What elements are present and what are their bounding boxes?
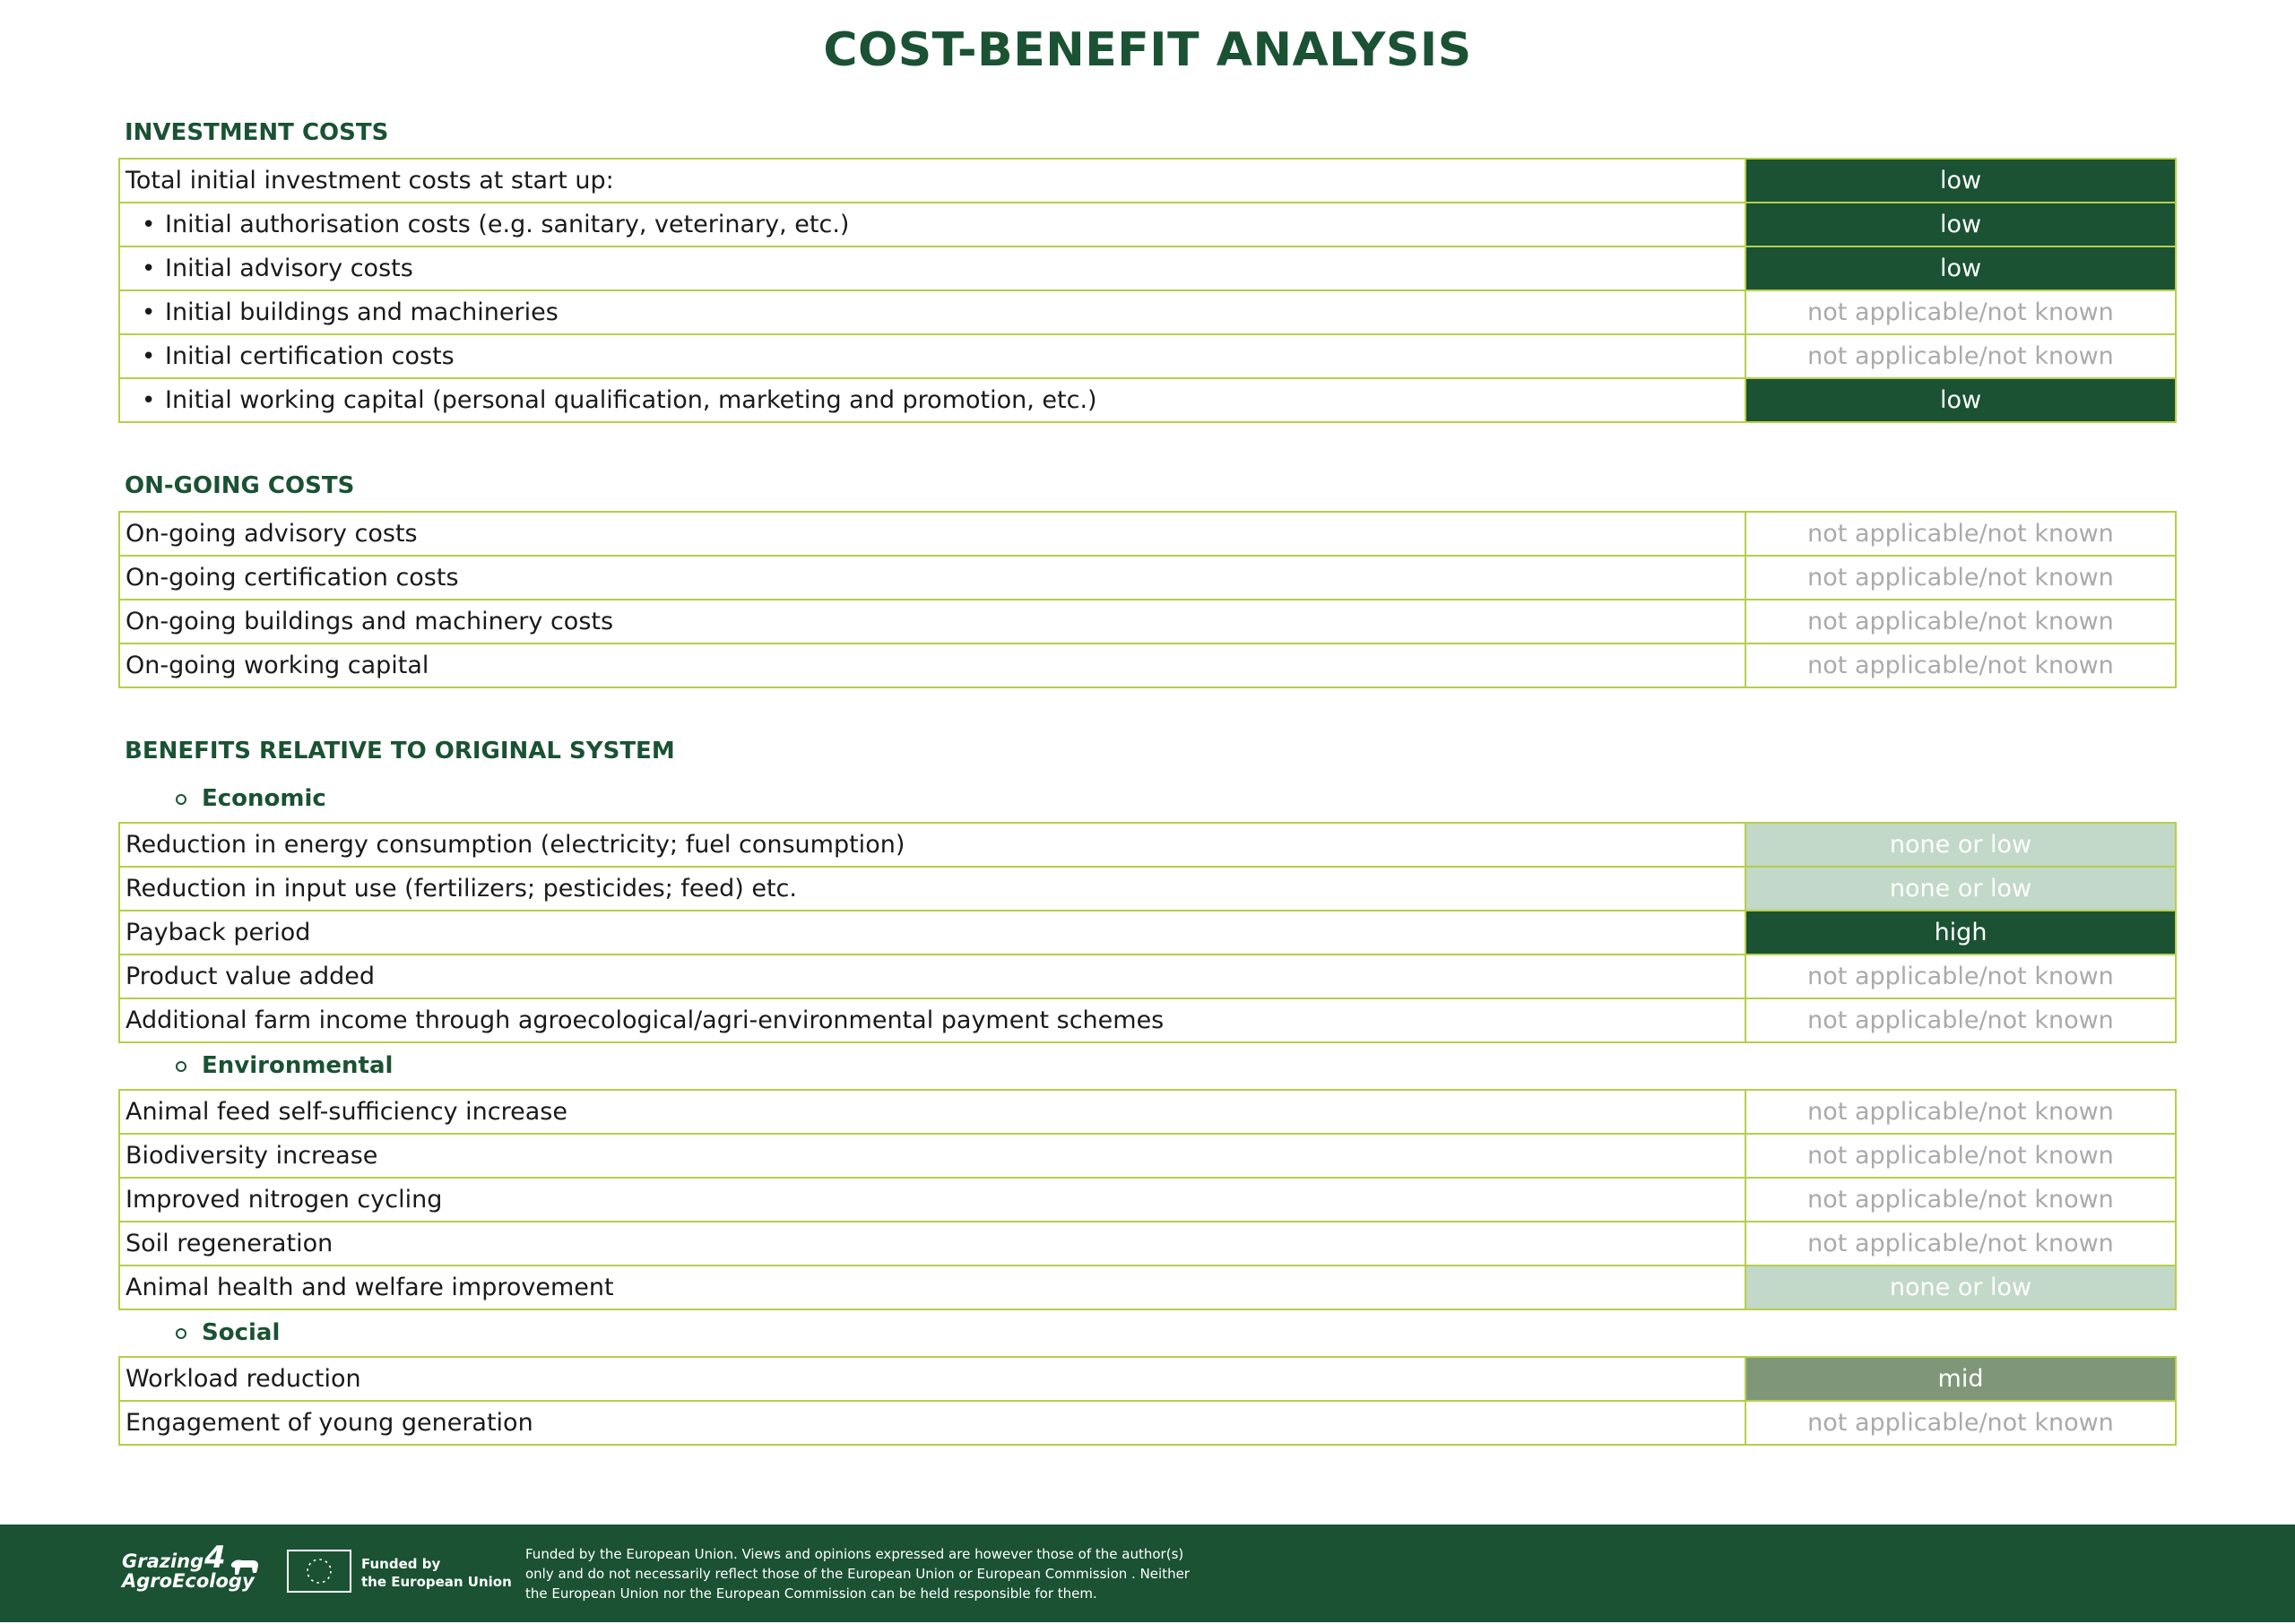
- table-row: [119, 1090, 2176, 1134]
- criterion-label: Engagement of young generation: [126, 1409, 533, 1437]
- funding-disclaimer: [525, 1544, 1260, 1603]
- criterion-label: Initial advisory costs: [165, 255, 413, 282]
- table-row: [119, 290, 2176, 334]
- cost-benefit-content: [118, 113, 2177, 1446]
- criterion-cell: [119, 290, 1745, 334]
- table-row: [119, 644, 2176, 687]
- rating-cell: not applicable/not known: [1745, 290, 2176, 334]
- eu-text-line1: Funded by: [361, 1556, 441, 1572]
- criterion-cell: [119, 1222, 1745, 1266]
- criterion-cell: [119, 334, 1745, 378]
- social-subheading: [118, 1310, 2177, 1356]
- rating-cell: not applicable/not known: [1745, 334, 2176, 378]
- criterion-label: Initial certification costs: [165, 342, 455, 370]
- criterion-cell: [119, 556, 1745, 600]
- bullet-icon: [126, 342, 165, 370]
- hollow-bullet-icon: [176, 1061, 186, 1072]
- criterion-label: Soil regeneration: [126, 1230, 333, 1257]
- ongoing-costs-heading: ON-GOING COSTS: [125, 472, 355, 499]
- criterion-cell: [119, 823, 1745, 867]
- bullet-icon: [126, 298, 165, 326]
- table-row: [119, 955, 2176, 998]
- investment-costs-heading: INVESTMENT COSTS: [125, 119, 389, 146]
- criterion-label: On-going buildings and machinery costs: [126, 608, 614, 635]
- table-row: [119, 159, 2176, 203]
- criterion-cell: [119, 1266, 1745, 1309]
- footer-bar: [0, 1525, 2295, 1622]
- logo-number: 4: [204, 1540, 226, 1576]
- criterion-label: Additional farm income through agroecological/agri-environmental payment schemes: [126, 1006, 1165, 1034]
- eu-funding-text: [361, 1555, 514, 1591]
- criterion-label: Animal health and welfare improvement: [126, 1274, 614, 1301]
- rating-cell: mid: [1745, 1357, 2176, 1401]
- criterion-label: Initial buildings and machineries: [165, 298, 559, 326]
- criterion-label: On-going certification costs: [126, 564, 459, 592]
- criterion-cell: [119, 246, 1745, 290]
- economic-subheading: [118, 776, 2177, 822]
- table-row: [119, 378, 2176, 422]
- rating-cell: not applicable/not known: [1745, 556, 2176, 600]
- table-row: [119, 600, 2176, 644]
- table-row: [119, 823, 2176, 867]
- environmental-benefits-table: [118, 1089, 2177, 1310]
- criterion-label: Reduction in energy consumption (electricity; fuel consumption): [126, 831, 905, 859]
- criterion-cell: [119, 600, 1745, 644]
- criterion-cell: [119, 644, 1745, 687]
- rating-cell: high: [1745, 911, 2176, 955]
- rating-cell: not applicable/not known: [1745, 1178, 2176, 1222]
- criterion-label: Total initial investment costs at start up:: [126, 167, 614, 194]
- ongoing-costs-table: [118, 511, 2177, 688]
- criterion-cell: [119, 378, 1745, 422]
- table-row: [119, 334, 2176, 378]
- criterion-label: Payback period: [126, 919, 311, 946]
- environmental-label: Environmental: [202, 1052, 394, 1079]
- environmental-subheading: [118, 1043, 2177, 1089]
- criterion-cell: [119, 1090, 1745, 1134]
- criterion-label: Reduction in input use (fertilizers; pesticides; feed) etc.: [126, 875, 797, 903]
- table-row: [119, 512, 2176, 556]
- rating-cell: low: [1745, 378, 2176, 422]
- table-row: [119, 1178, 2176, 1222]
- disclaimer-line-1: Funded by the European Union. Views and opinions expressed are however those of the author(s): [525, 1546, 1184, 1562]
- social-benefits-table: [118, 1356, 2177, 1446]
- rating-cell: not applicable/not known: [1745, 1134, 2176, 1178]
- criterion-cell: [119, 203, 1745, 246]
- rating-cell: none or low: [1745, 867, 2176, 911]
- rating-cell: not applicable/not known: [1745, 1401, 2176, 1445]
- logo-text-line1: Grazing: [122, 1551, 204, 1572]
- hollow-bullet-icon: [176, 794, 186, 805]
- rating-cell: not applicable/not known: [1745, 644, 2176, 687]
- economic-benefits-table: [118, 822, 2177, 1043]
- eu-flag-icon: [287, 1550, 351, 1593]
- hollow-bullet-icon: [176, 1328, 186, 1339]
- table-row: [119, 1401, 2176, 1445]
- table-row: [119, 1222, 2176, 1266]
- criterion-label: Animal feed self-sufficiency increase: [126, 1098, 567, 1126]
- criterion-cell: [119, 1401, 1745, 1445]
- eu-text-line2: the European Union: [361, 1574, 512, 1590]
- rating-cell: low: [1745, 246, 2176, 290]
- table-row: [119, 867, 2176, 911]
- rating-cell: not applicable/not known: [1745, 955, 2176, 998]
- rating-cell: low: [1745, 159, 2176, 203]
- table-row: [119, 1134, 2176, 1178]
- rating-cell: low: [1745, 203, 2176, 246]
- economic-label: Economic: [202, 785, 326, 812]
- criterion-cell: [119, 998, 1745, 1042]
- rating-cell: not applicable/not known: [1745, 998, 2176, 1042]
- rating-cell: not applicable/not known: [1745, 1222, 2176, 1266]
- criterion-label: Workload reduction: [126, 1365, 361, 1393]
- table-row: [119, 246, 2176, 290]
- rating-cell: not applicable/not known: [1745, 600, 2176, 644]
- criterion-label: Improved nitrogen cycling: [126, 1186, 443, 1214]
- bullet-icon: [126, 255, 165, 282]
- criterion-label: On-going advisory costs: [126, 520, 418, 548]
- criterion-cell: [119, 1178, 1745, 1222]
- criterion-cell: [119, 955, 1745, 998]
- criterion-label: Biodiversity increase: [126, 1142, 378, 1170]
- criterion-label: Initial authorisation costs (e.g. sanitary, veterinary, etc.): [165, 211, 850, 238]
- logo-text-line2: AgroEcology: [122, 1570, 255, 1592]
- table-row: [119, 1266, 2176, 1309]
- rating-cell: not applicable/not known: [1745, 512, 2176, 556]
- criterion-cell: [119, 159, 1745, 203]
- table-row: [119, 203, 2176, 246]
- page-title: COST-BENEFIT ANALYSIS: [823, 23, 1472, 77]
- table-row: [119, 911, 2176, 955]
- table-row: [119, 556, 2176, 600]
- criterion-cell: [119, 867, 1745, 911]
- benefits-heading: BENEFITS RELATIVE TO ORIGINAL SYSTEM: [125, 738, 675, 764]
- disclaimer-line-3: the European Union nor the European Commission can be held responsible for them.: [525, 1585, 1097, 1602]
- table-row: [119, 998, 2176, 1042]
- criterion-cell: [119, 911, 1745, 955]
- criterion-cell: [119, 1357, 1745, 1401]
- bullet-icon: [126, 386, 165, 414]
- disclaimer-line-2: only and do not necessarily reflect those of the European Union or European Commission . Neither: [525, 1566, 1190, 1582]
- criterion-cell: [119, 512, 1745, 556]
- table-row: [119, 1357, 2176, 1401]
- criterion-label: On-going working capital: [126, 652, 429, 679]
- cow-icon: [228, 1555, 260, 1578]
- rating-cell: not applicable/not known: [1745, 1090, 2176, 1134]
- social-label: Social: [202, 1319, 281, 1346]
- rating-cell: none or low: [1745, 1266, 2176, 1309]
- criterion-cell: [119, 1134, 1745, 1178]
- criterion-label: Initial working capital (personal qualification, marketing and promotion, etc.): [165, 386, 1097, 414]
- rating-cell: none or low: [1745, 823, 2176, 867]
- investment-costs-table: [118, 158, 2177, 423]
- bullet-icon: [126, 211, 165, 238]
- grazing-agroecology-logo: [122, 1540, 256, 1602]
- criterion-label: Product value added: [126, 963, 376, 990]
